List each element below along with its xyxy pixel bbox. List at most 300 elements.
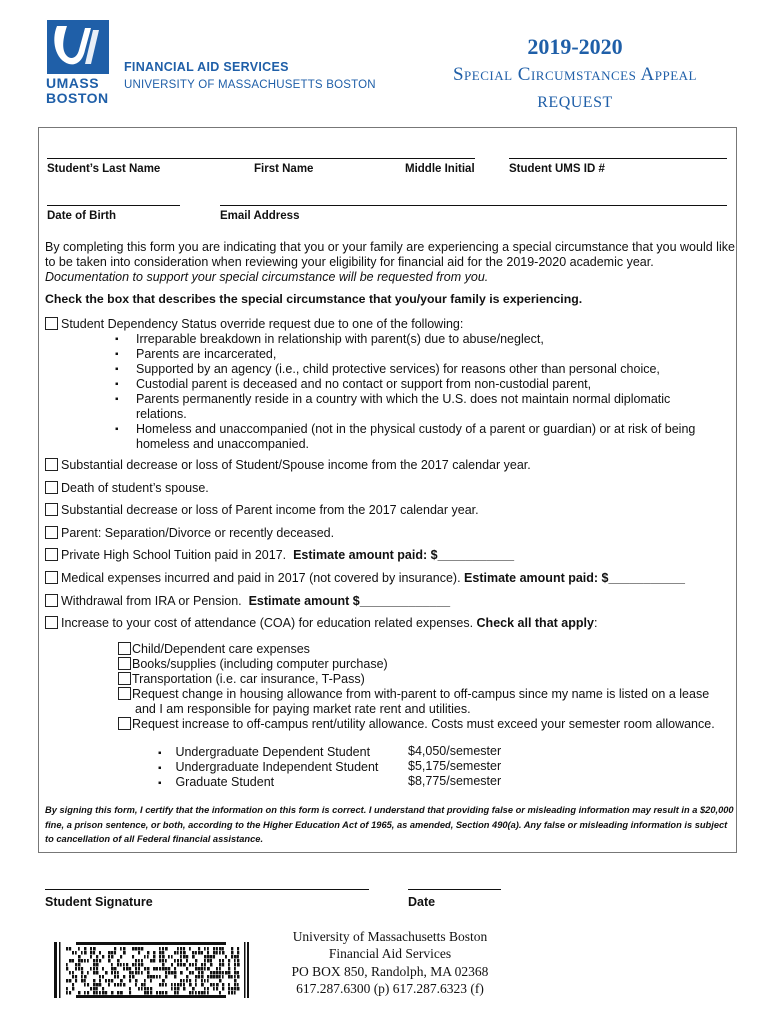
- barcode-module: [204, 967, 206, 971]
- barcode-module: [225, 955, 227, 959]
- barcode-module: [189, 947, 191, 951]
- barcode-module: [204, 959, 206, 963]
- parent-income-checkbox[interactable]: [45, 503, 58, 516]
- barcode-module: [111, 979, 113, 983]
- barcode-module: [90, 951, 92, 955]
- barcode-module: [216, 975, 219, 979]
- barcode-module: [93, 987, 96, 991]
- barcode-module: [129, 971, 132, 975]
- last-name-label: Student’s Last Name: [47, 163, 161, 175]
- barcode-module: [231, 955, 233, 959]
- barcode-module: [90, 967, 92, 971]
- option-private-tuition: Private High School Tuition paid in 2017. Estimate amount paid: $___________: [45, 548, 514, 562]
- barcode-module: [147, 971, 150, 975]
- barcode-module: [93, 947, 96, 951]
- barcode-module: [105, 991, 107, 995]
- barcode-module: [198, 991, 200, 995]
- barcode-module: [117, 983, 119, 987]
- barcode-module: [234, 983, 236, 987]
- child-care-checkbox[interactable]: [118, 642, 131, 655]
- option-ira-withdrawal: Withdrawal from IRA or Pension. Estimate amount $_____________: [45, 594, 450, 608]
- barcode-module: [165, 975, 167, 979]
- barcode-module: [171, 963, 173, 967]
- barcode-module: [216, 951, 218, 955]
- signature-underline[interactable]: [45, 889, 369, 890]
- barcode-module: [219, 951, 221, 955]
- address-line: PO BOX 850, Randolph, MA 02368: [291, 963, 489, 979]
- dependency-checkbox[interactable]: [45, 317, 58, 330]
- barcode-module: [180, 947, 182, 951]
- barcode-module: [234, 975, 236, 979]
- barcode-module: [192, 955, 195, 959]
- barcode-module: [84, 991, 86, 995]
- barcode-module: [195, 959, 197, 963]
- barcode-module: [159, 955, 161, 959]
- barcode-module: [135, 947, 137, 951]
- barcode-module: [186, 955, 188, 959]
- barcode-module: [213, 947, 215, 951]
- barcode-module: [99, 983, 101, 987]
- barcode-module: [138, 967, 140, 971]
- barcode-module: [201, 991, 204, 995]
- barcode-module: [234, 971, 237, 975]
- barcode-module: [84, 975, 87, 979]
- barcode-module: [156, 975, 158, 979]
- barcode-module: [195, 967, 198, 971]
- private-tuition-checkbox[interactable]: [45, 548, 58, 561]
- list-item: ▪ Irreparable breakdown in relationship with parent(s) due to abuse/neglect,: [112, 332, 712, 347]
- barcode-module: [228, 991, 230, 995]
- barcode-module: [201, 951, 203, 955]
- barcode-module: [162, 967, 165, 971]
- barcode-module: [150, 987, 152, 991]
- barcode-module: [78, 991, 80, 995]
- dob-underline[interactable]: [47, 205, 180, 206]
- barcode-module: [222, 971, 224, 975]
- middle-initial-label: Middle Initial: [405, 163, 475, 175]
- barcode-module: [135, 971, 138, 975]
- barcode-module: [129, 987, 131, 991]
- barcode-module: [87, 983, 89, 987]
- barcode-module: [216, 947, 218, 951]
- barcode-module: [219, 991, 221, 995]
- barcode-module: [198, 967, 201, 971]
- coa-housing-change-cont: and I am responsible for paying market rate rent and utilities.: [135, 702, 471, 716]
- barcode-module: [69, 991, 71, 995]
- barcode-module: [207, 947, 209, 951]
- form-title: Special Circumstances Appeal: [452, 64, 697, 85]
- coa-rent-increase: Request increase to off-campus rent/utility allowance. Costs must exceed your semester room allowance.: [118, 717, 715, 732]
- barcode-module: [165, 959, 167, 963]
- barcode-module: [66, 947, 68, 951]
- barcode-module: [228, 987, 230, 991]
- barcode-module: [231, 975, 233, 979]
- barcode-module: [204, 987, 206, 991]
- department-name: FINANCIAL AID SERVICES: [124, 60, 289, 74]
- barcode-module: [141, 987, 143, 991]
- barcode-module: [114, 975, 116, 979]
- barcode-module: [159, 991, 161, 995]
- barcode-module: [108, 983, 110, 987]
- barcode-module: [105, 971, 108, 975]
- barcode-module: [78, 959, 81, 963]
- barcode-module: [180, 951, 182, 955]
- barcode-module: [174, 971, 177, 975]
- barcode-module: [171, 983, 173, 987]
- barcode-module: [201, 967, 203, 971]
- barcode-module: [114, 947, 116, 951]
- name-underline[interactable]: [47, 158, 475, 159]
- barcode-module: [102, 987, 104, 991]
- barcode-module: [147, 987, 149, 991]
- date-label: Date: [408, 895, 436, 909]
- barcode-module: [93, 959, 95, 963]
- barcode-module: [96, 955, 98, 959]
- student-income-checkbox[interactable]: [45, 458, 58, 471]
- barcode-module: [96, 963, 99, 967]
- barcode-module: [90, 987, 92, 991]
- barcode-module: [90, 955, 92, 959]
- barcode-module: [231, 991, 233, 995]
- barcode-module: [120, 991, 123, 995]
- barcode-module: [234, 967, 236, 971]
- barcode-module: [144, 991, 147, 995]
- barcode-module: [237, 975, 239, 979]
- barcode-module: [237, 983, 239, 987]
- barcode-module: [174, 951, 176, 955]
- barcode-module: [81, 975, 83, 979]
- form-year: 2019-2020: [527, 34, 623, 59]
- barcode-module: [213, 975, 216, 979]
- barcode-module: [237, 971, 239, 975]
- rent-increase-checkbox[interactable]: [118, 717, 131, 730]
- barcode-module: [144, 955, 146, 959]
- barcode-module: [75, 979, 77, 983]
- barcode-module: [165, 991, 167, 995]
- barcode-module: [168, 967, 170, 971]
- barcode-module: [72, 975, 74, 979]
- barcode-module: [84, 951, 87, 955]
- barcode-module: [75, 967, 77, 971]
- barcode-module: [147, 955, 149, 959]
- barcode-module: [195, 983, 197, 987]
- barcode-module: [192, 971, 194, 975]
- barcode-module: [183, 951, 186, 955]
- barcode-module: [66, 967, 68, 971]
- barcode-module: [192, 991, 194, 995]
- allowance-row: ▪ Graduate Student: [158, 775, 275, 789]
- barcode-module: [120, 947, 122, 951]
- barcode-module: [66, 963, 68, 967]
- barcode-module: [153, 959, 155, 963]
- barcode-module: [102, 967, 104, 971]
- barcode-module: [129, 967, 131, 971]
- barcode-module: [219, 967, 221, 971]
- barcode-module: [177, 947, 179, 951]
- barcode-module: [87, 959, 89, 963]
- barcode-module: [210, 983, 212, 987]
- barcode-module: [207, 959, 210, 963]
- barcode-module: [222, 947, 224, 951]
- barcode-module: [201, 975, 204, 979]
- barcode-module: [78, 963, 80, 967]
- option-medical-expenses: Medical expenses incurred and paid in 2017 (not covered by insurance). Estimate amount paid: $___________: [45, 571, 685, 585]
- coa-increase-checkbox[interactable]: [45, 616, 58, 629]
- barcode-module: [204, 947, 206, 951]
- barcode-module: [162, 959, 164, 963]
- barcode-module: [81, 979, 84, 983]
- barcode-module: [180, 963, 182, 967]
- barcode-module: [162, 983, 164, 987]
- barcode-module: [192, 951, 194, 955]
- barcode-module: [156, 991, 158, 995]
- barcode-module: [237, 955, 239, 959]
- barcode-module: [111, 991, 113, 995]
- barcode-module: [141, 971, 143, 975]
- coa-housing-change: Request change in housing allowance from with-parent to off-campus since my name is listed on a lease: [118, 687, 709, 702]
- barcode-module: [207, 951, 209, 955]
- barcode-module: [195, 975, 198, 979]
- instruction-text: Check the box that describes the special circumstance that you/your family is experiencing.: [45, 292, 583, 306]
- option-student-income: Substantial decrease or loss of Student/Spouse income from the 2017 calendar year.: [45, 458, 531, 472]
- barcode-module: [144, 967, 146, 971]
- barcode-module: [93, 971, 96, 975]
- allowance-row: ▪ Undergraduate Independent Student: [158, 760, 379, 774]
- barcode-module: [120, 979, 123, 983]
- barcode-module: [123, 967, 125, 971]
- barcode-module: [96, 959, 98, 963]
- barcode-module: [216, 971, 219, 975]
- barcode-module: [210, 963, 212, 967]
- barcode-module: [234, 955, 237, 959]
- dependency-option: Student Dependency Status override request due to one of the following:: [45, 317, 463, 331]
- barcode-module: [93, 967, 95, 971]
- barcode-module: [108, 955, 110, 959]
- barcode-module: [105, 979, 107, 983]
- barcode-module: [159, 947, 161, 951]
- barcode-module: [159, 967, 161, 971]
- barcode-module: [195, 991, 197, 995]
- barcode-module: [171, 971, 174, 975]
- barcode-module: [111, 951, 113, 955]
- barcode-module: [99, 975, 101, 979]
- barcode-module: [237, 963, 240, 967]
- barcode-module: [81, 967, 83, 971]
- barcode-module: [96, 983, 99, 987]
- barcode-module: [189, 991, 191, 995]
- barcode-module: [84, 979, 86, 983]
- barcode-module: [153, 975, 155, 979]
- barcode-module: [174, 959, 176, 963]
- logo-wordmark: UMASS BOSTON: [46, 75, 109, 106]
- signature-label: Student Signature: [45, 895, 153, 909]
- email-underline[interactable]: [220, 205, 727, 206]
- barcode-module: [213, 951, 216, 955]
- spouse-death-checkbox[interactable]: [45, 481, 58, 494]
- medical-expenses-checkbox[interactable]: [45, 571, 58, 584]
- barcode-module: [222, 959, 224, 963]
- barcode-module: [201, 963, 203, 967]
- barcode-module: [132, 971, 134, 975]
- barcode-module: [210, 971, 212, 975]
- date-underline[interactable]: [408, 889, 501, 890]
- parent-separation-checkbox[interactable]: [45, 526, 58, 539]
- barcode-module: [123, 951, 126, 955]
- barcode-module: [180, 979, 182, 983]
- barcode-module: [141, 983, 144, 987]
- barcode-module: [114, 971, 116, 975]
- barcode-module: [114, 983, 116, 987]
- barcode-module: [144, 979, 146, 983]
- barcode-module: [96, 967, 98, 971]
- barcode-module: [183, 947, 185, 951]
- barcode-module: [96, 987, 98, 991]
- barcode-module: [177, 983, 179, 987]
- barcode-module: [126, 963, 128, 967]
- barcode-module: [198, 971, 200, 975]
- barcode-module: [69, 959, 72, 963]
- barcode-module: [189, 983, 192, 987]
- barcode-module: [189, 979, 191, 983]
- barcode-module: [138, 963, 140, 967]
- option-coa-increase: Increase to your cost of attendance (COA) for education related expenses. Check all that apply:: [45, 616, 597, 630]
- list-item: ▪ Custodial parent is deceased and no contact or support from non-custodial parent,: [112, 377, 712, 392]
- barcode-module: [114, 967, 117, 971]
- barcode-module: [174, 987, 176, 991]
- barcode-module: [177, 959, 179, 963]
- barcode-module: [195, 979, 197, 983]
- barcode-module: [237, 987, 239, 991]
- barcode-module: [123, 947, 126, 951]
- housing-change-checkbox[interactable]: [118, 687, 131, 700]
- barcode-module: [183, 987, 186, 991]
- barcode-module: [138, 971, 140, 975]
- barcode-module: [132, 947, 135, 951]
- barcode-module: [147, 991, 149, 995]
- barcode-module: [159, 951, 162, 955]
- barcode-module: [72, 987, 74, 991]
- barcode-module: [174, 975, 176, 979]
- barcode-module: [207, 991, 209, 995]
- barcode-module: [162, 947, 164, 951]
- dependency-reasons-list: [112, 332, 712, 452]
- coa-child-care: Child/Dependent care expenses: [118, 642, 310, 657]
- barcode-module: [213, 955, 215, 959]
- barcode-module: [183, 979, 185, 983]
- barcode-module: [117, 975, 119, 979]
- barcode-module: [219, 979, 222, 983]
- barcode-module: [204, 955, 207, 959]
- books-checkbox[interactable]: [118, 657, 131, 670]
- barcode-module: [99, 979, 101, 983]
- barcode-module: [120, 983, 122, 987]
- list-item: ▪ Parents are incarcerated,: [112, 347, 712, 362]
- barcode-module: [150, 991, 152, 995]
- barcode-module: [183, 955, 186, 959]
- barcode-module: [165, 983, 167, 987]
- barcode-module: [93, 991, 96, 995]
- barcode-module: [228, 971, 230, 975]
- address-line: 617.287.6300 (p) 617.287.6323 (f): [296, 980, 484, 996]
- barcode-module: [207, 975, 209, 979]
- barcode-module: [99, 951, 101, 955]
- barcode-module: [216, 967, 218, 971]
- barcode-module: [66, 991, 68, 995]
- barcode-module: [93, 951, 95, 955]
- intro-paragraph: By completing this form you are indicating that you or your family are experiencing a special circumstance that you would like to be taken into consideration when reviewing your eligibility for financial aid for the 2019-2020 academic year. Documentation to support your special circumstance will be requested from you.: [45, 240, 735, 284]
- ira-withdrawal-checkbox[interactable]: [45, 594, 58, 607]
- barcode-module: [108, 959, 111, 963]
- option-parent-separation: Parent: Separation/Divorce or recently deceased.: [45, 526, 334, 540]
- barcode-module: [168, 971, 171, 975]
- barcode-module: [156, 967, 158, 971]
- barcode-module: [138, 987, 140, 991]
- barcode-module: [117, 991, 119, 995]
- barcode-module: [225, 971, 228, 975]
- barcode-module: [222, 951, 225, 955]
- barcode-module: [219, 975, 221, 979]
- barcode-module: [120, 963, 122, 967]
- barcode-module: [117, 971, 119, 975]
- barcode-module: [180, 959, 182, 963]
- barcode-module: [141, 963, 143, 967]
- barcode-module: [228, 967, 230, 971]
- barcode-module: [234, 979, 237, 983]
- address-line: University of Massachusetts Boston: [292, 929, 488, 944]
- barcode-module: [234, 959, 236, 963]
- list-item: ▪ Supported by an agency (i.e., child protective services) for reasons other than personal choice,: [112, 362, 712, 377]
- barcode-module: [84, 959, 86, 963]
- barcode-module: [150, 979, 152, 983]
- dob-label: Date of Birth: [47, 210, 116, 222]
- barcode-module: [159, 975, 161, 979]
- barcode-module: [171, 955, 173, 959]
- barcode-module: [129, 975, 131, 979]
- barcode-module: [186, 967, 188, 971]
- barcode-module: [93, 963, 96, 967]
- barcode-module: [123, 975, 125, 979]
- barcode-module: [237, 951, 239, 955]
- barcode-module: [213, 987, 215, 991]
- barcode-module: [216, 983, 219, 987]
- barcode-module: [81, 959, 83, 963]
- barcode-module: [153, 951, 156, 955]
- ums-id-underline[interactable]: [509, 158, 727, 159]
- barcode-module: [114, 951, 116, 955]
- barcode-module: [219, 959, 221, 963]
- barcode-module: [189, 963, 191, 967]
- barcode-module: [123, 983, 125, 987]
- barcode-module: [192, 987, 195, 991]
- barcode-module: [132, 963, 134, 967]
- barcode-module: [216, 987, 218, 991]
- allowance-amount: $4,050/semester: [408, 744, 502, 758]
- intro-documentation-note: Documentation to support your special circumstance will be requested from you.: [45, 270, 489, 284]
- transportation-checkbox[interactable]: [118, 672, 131, 685]
- barcode-module: [168, 955, 170, 959]
- barcode-module: [150, 975, 153, 979]
- barcode-module: [75, 963, 77, 967]
- barcode-module: [159, 983, 161, 987]
- barcode-module: [147, 967, 150, 971]
- barcode-module: [81, 951, 83, 955]
- certification-statement: By signing this form, I certify that the information on this form is correct. I understand that providing false or misleading information may result in a $20,000 fine, a prison sentence, or both, according to the Higher Education Act of 1965, as amended, Section 490(a). Any false or misleading information is subject to cancellation of all Federal financial assistance.: [45, 805, 734, 844]
- barcode-module: [117, 959, 120, 963]
- barcode-module: [93, 979, 95, 983]
- barcode-module: [72, 959, 74, 963]
- barcode-module: [177, 963, 179, 967]
- barcode-module: [87, 971, 89, 975]
